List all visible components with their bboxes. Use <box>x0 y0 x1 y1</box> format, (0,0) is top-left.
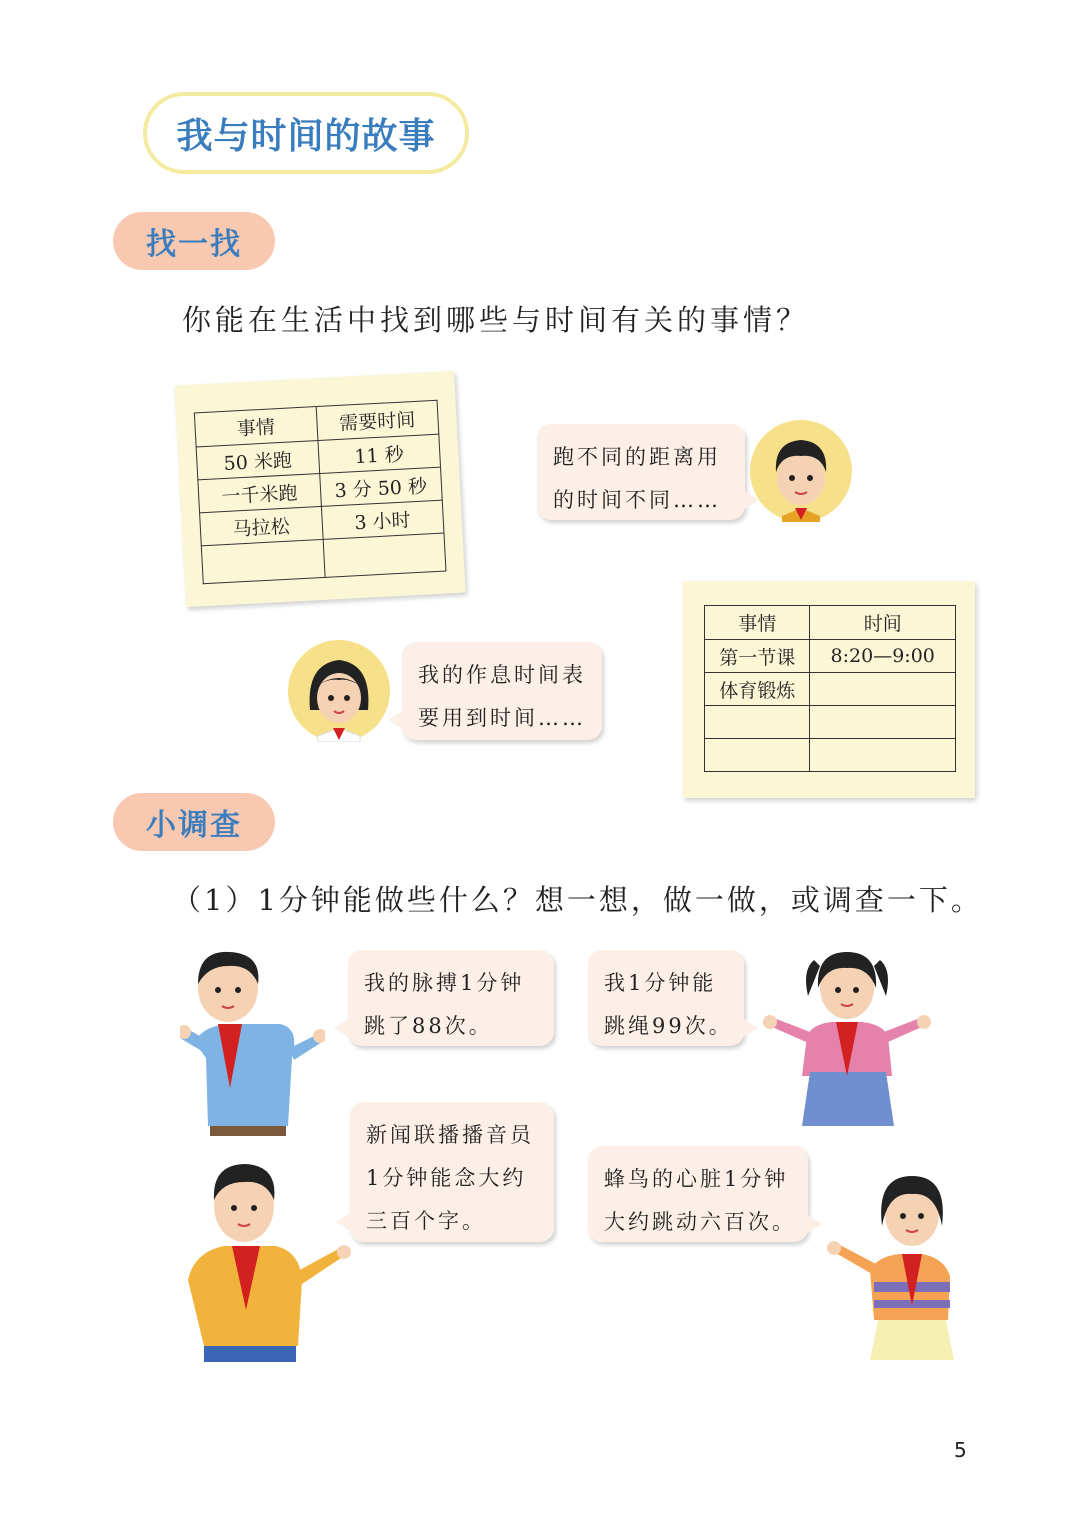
bubble-tail <box>334 1018 350 1038</box>
bubble-line: 1分钟能念大约 <box>366 1166 527 1190</box>
table-cell <box>323 533 446 577</box>
bubble-line: 大约跳动六百次。 <box>604 1210 796 1234</box>
section-label-find <box>113 212 275 270</box>
girl-avatar-icon <box>288 640 390 742</box>
table-cell: 一千米跑 <box>198 474 321 513</box>
table-cell: 第一节课 <box>705 640 810 673</box>
table-cell: 3 小时 <box>321 500 444 539</box>
bubble-tail <box>742 1018 758 1038</box>
note-card-schedule <box>683 581 975 798</box>
girl-striped-sweater-icon <box>826 1170 974 1362</box>
speech-bubble-schedule <box>402 642 602 740</box>
speech-bubble-distance <box>537 424 745 520</box>
boy-orange-sweater-icon <box>180 1160 352 1362</box>
speech-bubble-rope <box>588 950 744 1046</box>
boy-avatar-icon <box>750 420 852 522</box>
table-cell: 3 分 50 秒 <box>319 467 442 506</box>
speech-bubble-news <box>350 1102 554 1242</box>
page-title: 我与时间的故事 <box>176 115 436 157</box>
table-cell <box>810 739 956 772</box>
speech-bubble-pulse <box>348 950 554 1046</box>
bubble-line: 蜂鸟的心脏1分钟 <box>604 1167 789 1191</box>
page-number: 5 <box>954 1438 967 1462</box>
question-find: 你能在生活中找到哪些与时间有关的事情？ <box>182 303 810 337</box>
table-cell <box>810 706 956 739</box>
table-cell <box>705 706 810 739</box>
note-card-running <box>174 371 465 607</box>
table-cell <box>705 739 810 772</box>
section-label-survey <box>113 793 275 851</box>
section-label-find-text: 找一找 <box>146 227 242 262</box>
bubble-line: 跳绳99次。 <box>604 1014 733 1038</box>
question-survey: （1）1分钟能做些什么？想一想，做一做，或调查一下。 <box>172 883 983 917</box>
bubble-line: 我1分钟能 <box>604 971 717 995</box>
table-header: 时间 <box>810 606 956 640</box>
bubble-line: 要用到时间…… <box>418 706 586 730</box>
bubble-line: 我的作息时间表 <box>418 663 586 687</box>
boy-blue-sweater-icon <box>180 948 325 1136</box>
bubble-line: 三百个字。 <box>366 1209 486 1233</box>
bubble-tail <box>388 710 404 730</box>
running-time-table <box>194 400 447 585</box>
table-cell: 体育锻炼 <box>705 673 810 706</box>
girl-pink-sweater-icon <box>762 946 932 1130</box>
section-label-survey-text: 小调查 <box>146 808 242 843</box>
table-header: 事情 <box>705 606 810 640</box>
bubble-line: 我的脉搏1分钟 <box>364 971 525 995</box>
table-cell: 8:20—9:00 <box>810 640 956 673</box>
table-cell: 50 米跑 <box>196 441 319 480</box>
title-pill <box>143 92 469 174</box>
table-cell <box>201 539 324 583</box>
bubble-line: 跳了88次。 <box>364 1014 493 1038</box>
schedule-table <box>704 605 956 772</box>
speech-bubble-hummingbird <box>588 1146 808 1242</box>
bubble-line: 跑不同的距离用 <box>553 445 721 469</box>
bubble-tail <box>806 1214 822 1234</box>
bubble-line: 新闻联播播音员 <box>366 1123 534 1147</box>
bubble-tail <box>336 1212 352 1232</box>
bubble-line: 的时间不同…… <box>553 488 721 512</box>
table-cell <box>810 673 956 706</box>
table-cell: 11 秒 <box>317 434 440 473</box>
table-cell: 马拉松 <box>200 506 323 545</box>
table-header: 事情 <box>194 407 317 447</box>
table-header: 需要时间 <box>316 400 439 440</box>
